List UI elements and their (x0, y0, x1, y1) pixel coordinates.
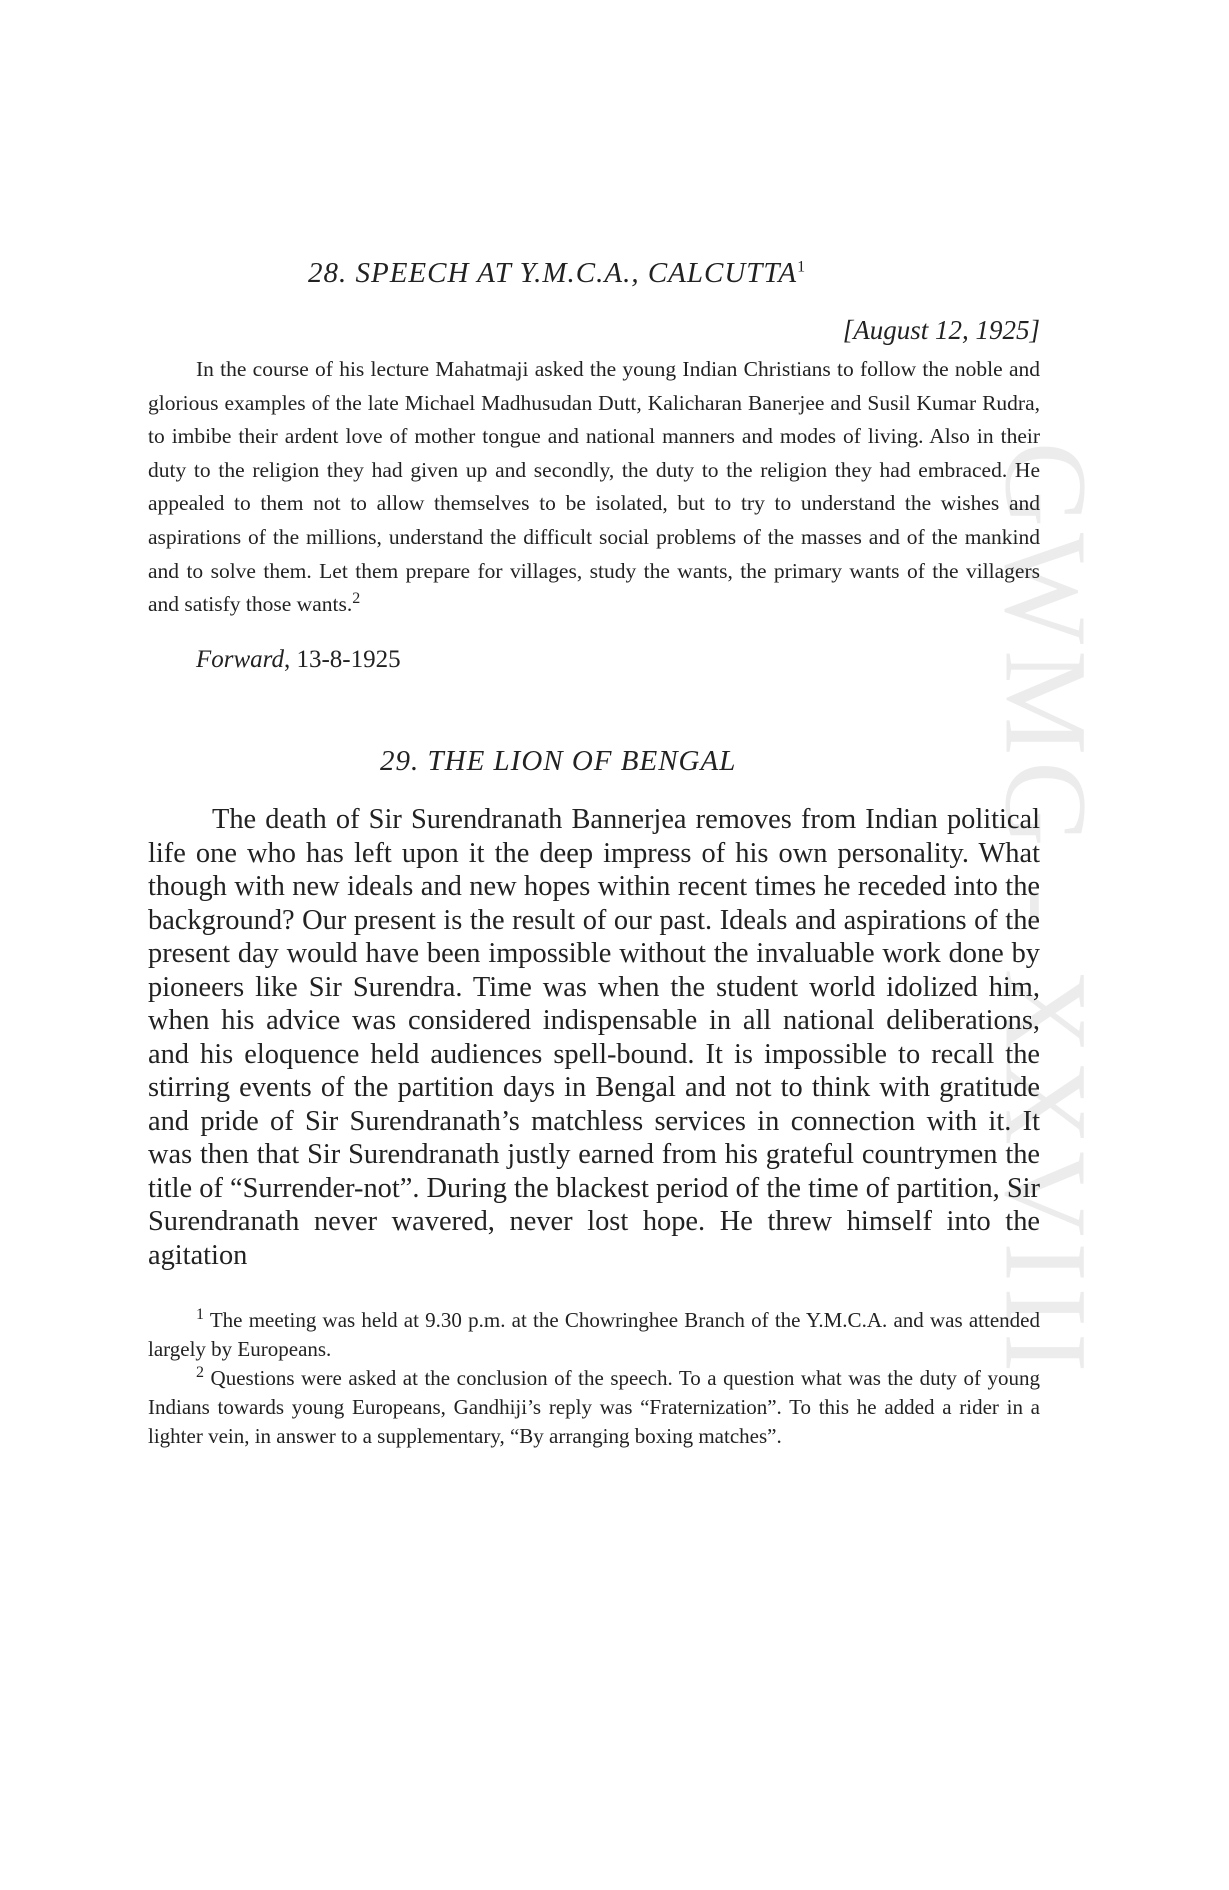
footnote-1-marker: 1 (196, 1306, 204, 1324)
footnote-1-text: The meeting was held at 9.30 p.m. at the Chowringhee Branch of the Y.M.C.A. and was attended largely by Europeans. (148, 1308, 1040, 1362)
document-page (148, 255, 1040, 1451)
footnote-2-marker: 2 (196, 1364, 204, 1382)
section-heading-29: 29. THE LION OF BENGAL (380, 745, 737, 778)
source-date: , 13-8-1925 (283, 646, 401, 674)
article-paragraph: The death of Sir Surendranath Bannerjea removes from Indian political life one who has left upon it the deep impress of his own personality. What though with new ideals and new hopes within recent times he receded into the background? Our present is the result of our past. Ideals and aspirations of the present day would have been impossible without the invaluable work done by pioneers like Sir Surendra. Time was when the student world idolized him, when his advice was considered indispensable in all national deliberations, and his eloquence held audiences spell-bound. It is impossible to recall the stirring events of the partition days in Bengal and not to think with gratitude and pride of Sir Surendranath’s matchless services in connection with it. It was then that Sir Surendranath justly earned from his grateful countrymen the title of “Surrender-not”. During the blackest period of the time of partition, Sir Surendranath never wavered, never lost hope. He threw himself into the agitation (148, 804, 1040, 1271)
footnotes (148, 1306, 1040, 1451)
section-heading-28-text: 28. SPEECH AT Y.M.C.A., CALCUTTA (308, 257, 798, 289)
speech-paragraph-text: In the course of his lecture Mahatmaji asked the young Indian Christians to follow the noble and glorious examples of the late Michael Madhusudan Dutt, Kalicharan Banerjee and Susil Kumar Rudra, to imbibe their ardent love of mother tongue and national manners and modes of living. Also in their duty to the religion they had given up and secondly, the duty to the religion they had embraced. He appealed to them not to allow themselves to be isolated, but to try to understand the wishes and aspirations of the millions, understand the difficult social problems of the masses and of the mankind and to solve them. Let them prepare for villages, study the wants, the primary wants of the villagers and satisfy those wants. (148, 357, 1040, 617)
speech-paragraph (148, 353, 1040, 622)
speech-date: [August 12, 1925] (842, 315, 1040, 345)
watermark-text: GWMG - XXVIII (980, 441, 1111, 1379)
footnote-2 (148, 1364, 1040, 1451)
paragraph-footnote-ref: 2 (352, 590, 361, 607)
heading-footnote-ref: 1 (797, 258, 807, 276)
footnote-2-text: Questions were asked at the conclusion of the speech. To a question what was the duty of young Indians towards young Europeans, Gandhiji’s reply was “Fraternization”. To this he added a rider in a lighter vein, in answer to a supplementary, “By arranging boxing matches”. (148, 1366, 1040, 1449)
section-heading-28 (148, 255, 1040, 291)
footnote-1 (148, 1306, 1040, 1364)
source-name: Forward (196, 646, 284, 674)
source-citation (148, 643, 1040, 677)
